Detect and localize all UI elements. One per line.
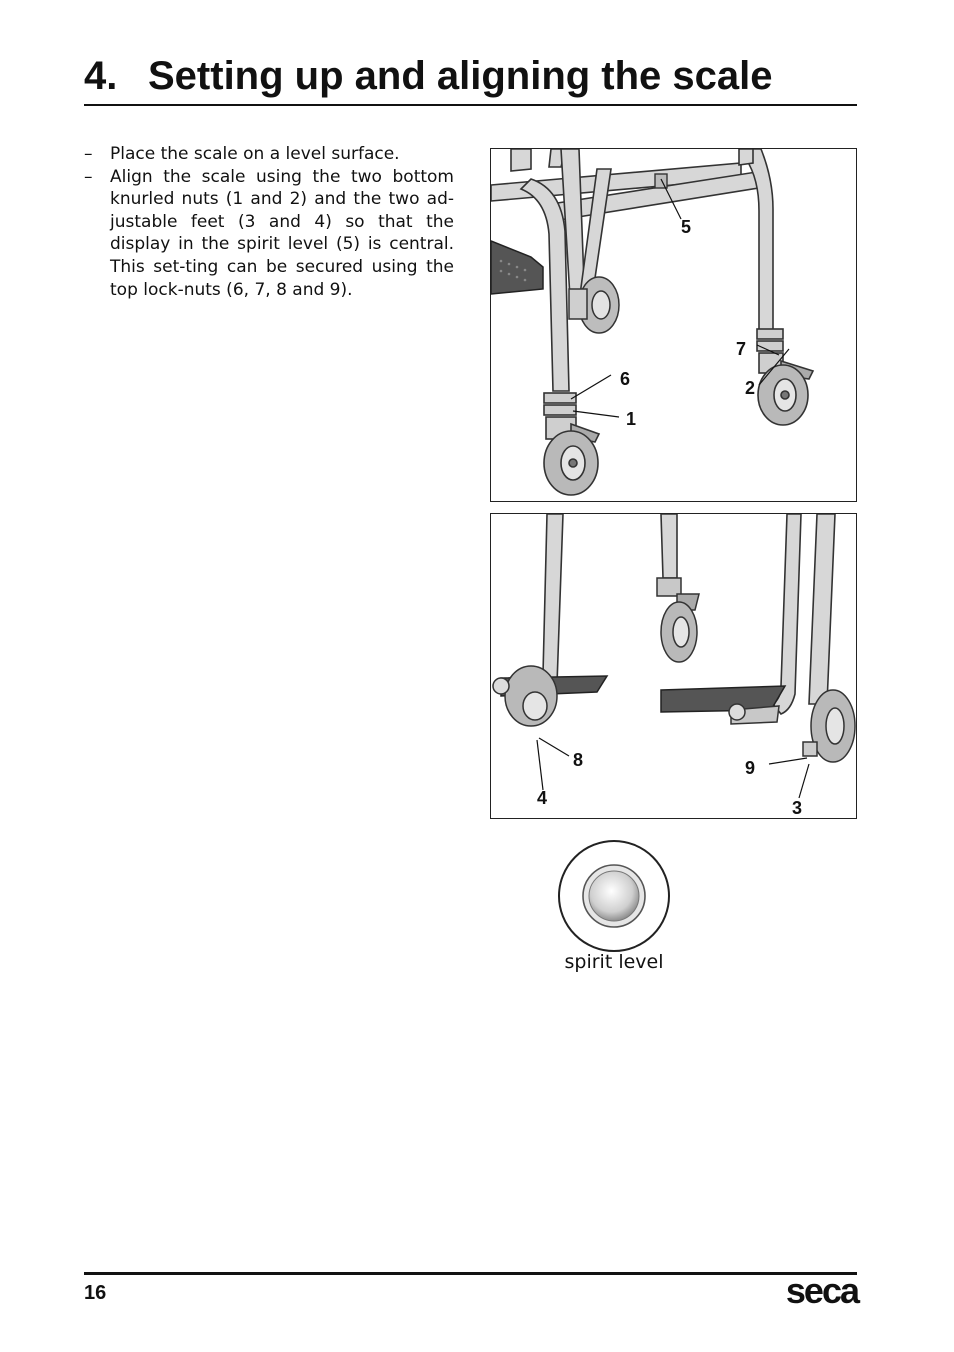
callout-5: 5 bbox=[681, 217, 692, 237]
callout-9: 9 bbox=[745, 758, 756, 778]
callout-1: 1 bbox=[626, 409, 637, 429]
instruction-text: Place the scale on a level surface. bbox=[110, 144, 400, 164]
list-bullet: – bbox=[84, 144, 93, 164]
spirit-level-diagram bbox=[556, 838, 672, 954]
page-title bbox=[84, 52, 856, 100]
page-number: 16 bbox=[84, 1282, 107, 1304]
scale-frame-figure bbox=[490, 148, 857, 502]
callout-3: 3 bbox=[792, 798, 803, 818]
instruction-item bbox=[84, 166, 454, 302]
instruction-list bbox=[84, 143, 454, 301]
callout-6: 6 bbox=[620, 369, 631, 389]
spirit-level-icon bbox=[556, 838, 672, 954]
callout-8: 8 bbox=[573, 750, 584, 770]
callout-4: 4 bbox=[537, 788, 548, 808]
footrest-figure bbox=[490, 513, 857, 819]
instruction-item bbox=[84, 143, 454, 166]
instruction-text: Align the scale using the two bottom knurled nuts (1 and 2) and the two ad-justable feet (3 and 4) so that the display in the spirit level (5) is central. This set-ting can be secured using the top lock-nuts (6, 7, 8 and 9). bbox=[110, 166, 454, 300]
spirit-level-caption: spirit level bbox=[564, 951, 664, 973]
scale-frame-illustration bbox=[491, 149, 856, 501]
callout-7: 7 bbox=[736, 339, 747, 359]
footrest-illustration bbox=[491, 514, 856, 818]
callout-2: 2 bbox=[745, 378, 756, 398]
list-bullet: – bbox=[84, 166, 93, 187]
title-divider bbox=[84, 104, 857, 106]
section-number: 4. bbox=[84, 54, 118, 98]
footer-divider bbox=[84, 1272, 857, 1275]
section-title: Setting up and aligning the scale bbox=[148, 54, 773, 98]
brand-logo: seca bbox=[785, 1270, 858, 1311]
